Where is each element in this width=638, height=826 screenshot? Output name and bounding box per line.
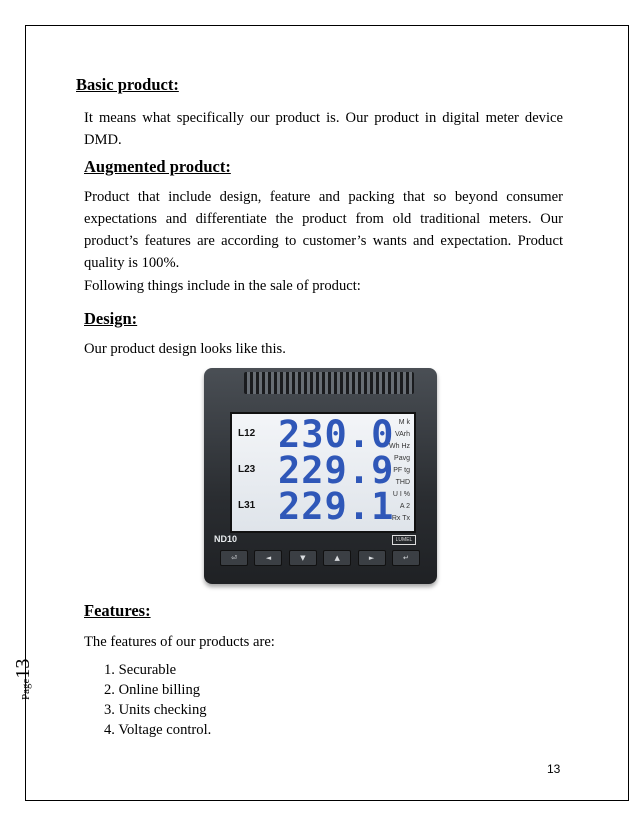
unit-label-9: Rx Tx [391, 515, 410, 522]
unit-label-6: THD [395, 479, 410, 486]
reading-2: 229.9 [278, 449, 395, 492]
reading-1: 230.0 [278, 413, 395, 456]
paragraph-basic-product: It means what specifically our product is. Our product in digital meter device DMD. [84, 110, 563, 148]
paragraph-design: Our product design looks like this. [84, 341, 286, 357]
paragraph-augmented-product: Product that include design, feature and packing that so beyond consumer expectations and differentiate the product from old traditional meters. Our product’s features are according to customer’s wants and expectation. Product quality is 100%. [84, 189, 563, 271]
heading-design: Design: [84, 309, 138, 328]
digital-meter-image [204, 368, 437, 584]
line-label-2: L23 [238, 464, 256, 475]
list-item: 1. Securable [104, 662, 177, 678]
unit-label-3: Wh Hz [389, 443, 410, 450]
unit-label-8: A 2 [399, 503, 410, 510]
meter-model-label: ND10 [214, 534, 238, 544]
paragraph-features-intro: The features of our products are: [84, 634, 275, 650]
unit-label-2: VArh [394, 431, 410, 438]
unit-label-1: M k [398, 419, 410, 426]
meter-button-1: ⏎ [220, 550, 248, 566]
sidebar-page-number: 13 [12, 658, 34, 679]
meter-button-5: ► [358, 550, 386, 566]
list-item: 4. Voltage control. [104, 722, 212, 738]
unit-label-5: PF tg [393, 467, 410, 474]
sidebar-page-word: Page [20, 678, 32, 700]
line-label-3: L31 [238, 500, 256, 511]
meter-button-6: ↵ [392, 550, 420, 566]
unit-label-4: Pavg [394, 455, 410, 462]
meter-lcd-screen [230, 412, 416, 533]
page-number: 13 [547, 762, 561, 776]
list-item: 2. Online billing [104, 682, 201, 698]
list-item: 3. Units checking [104, 702, 207, 718]
line-label-1: L12 [238, 428, 256, 439]
heading-augmented-product: Augmented product: [84, 157, 231, 176]
meter-brand-logo: LUMEL [392, 535, 416, 545]
meter-button-3: ▼ [289, 550, 317, 566]
unit-label-7: U I % [392, 491, 410, 498]
meter-button-row [220, 550, 420, 566]
heading-features: Features: [84, 601, 151, 620]
heading-basic-product: Basic product: [76, 75, 179, 94]
sidebar-page-label [12, 642, 34, 700]
meter-vents [244, 372, 414, 394]
reading-3: 229.1 [278, 485, 395, 528]
meter-button-2: ◄ [254, 550, 282, 566]
paragraph-following-things: Following things include in the sale of product: [84, 278, 361, 294]
meter-button-4: ▲ [323, 550, 351, 566]
